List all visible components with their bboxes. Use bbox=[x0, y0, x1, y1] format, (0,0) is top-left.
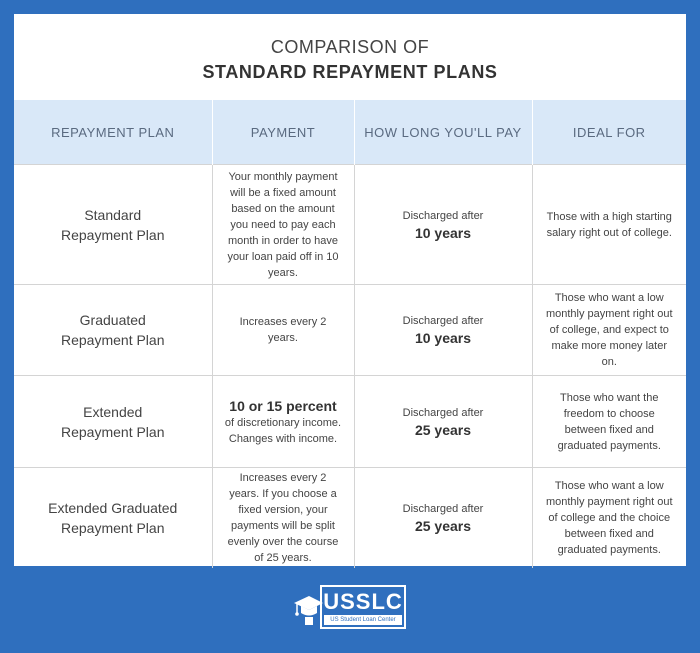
title-block bbox=[14, 14, 686, 100]
duration-label: Discharged after bbox=[402, 315, 484, 327]
duration-value: 10 years bbox=[414, 330, 472, 346]
logo-box bbox=[320, 585, 406, 629]
payment-cell bbox=[212, 468, 354, 569]
plan-name-cell bbox=[14, 376, 212, 468]
payment-cell bbox=[212, 165, 354, 285]
comparison-card bbox=[14, 14, 686, 566]
plan-name-line1: Extended Graduated bbox=[48, 500, 178, 516]
duration-cell bbox=[354, 376, 532, 468]
plan-name-line2: Repayment Plan bbox=[60, 520, 165, 536]
payment-text: of discretionary income. Changes with income. bbox=[224, 416, 342, 445]
duration-value: 25 years bbox=[414, 518, 472, 534]
column-header-payment: PAYMENT bbox=[212, 100, 354, 165]
payment-strong: 10 or 15 percent bbox=[229, 397, 337, 414]
table-row bbox=[14, 165, 686, 285]
duration-label: Discharged after bbox=[402, 503, 484, 515]
table-row bbox=[14, 285, 686, 376]
column-header-ideal-for: IDEAL FOR bbox=[532, 100, 686, 165]
ideal-for-cell: Those who want the freedom to choose between fixed and graduated payments. bbox=[532, 376, 686, 468]
duration-label: Discharged after bbox=[402, 406, 484, 419]
logo-text: USSLC bbox=[323, 589, 403, 614]
plan-name-line1: Standard bbox=[84, 206, 142, 223]
payment-text: Your monthly payment will be a fixed amount based on the amount you need to pay each month in order to have your loan paid off in 10 years. bbox=[227, 170, 339, 279]
payment-text: Increases every 2 years. bbox=[239, 316, 327, 344]
title-line-2: STANDARD REPAYMENT PLANS bbox=[202, 62, 498, 82]
plan-name-cell bbox=[14, 468, 212, 569]
table-row bbox=[14, 468, 686, 569]
duration-cell bbox=[354, 165, 532, 285]
ideal-for-cell: Those with a high starting salary right out of college. bbox=[532, 165, 686, 285]
duration-value: 10 years bbox=[414, 224, 472, 241]
plan-name-line1: Extended bbox=[83, 403, 143, 420]
table-header-row bbox=[14, 100, 686, 165]
plan-name-line1: Graduated bbox=[79, 312, 146, 328]
payment-cell bbox=[212, 285, 354, 376]
logo-subtitle: US Student Loan Center bbox=[324, 615, 402, 625]
ideal-for-cell: Those who want a low monthly payment right out of college and the choice between fixed and graduated payments. bbox=[532, 468, 686, 569]
plan-name-line2: Repayment Plan bbox=[60, 423, 165, 440]
plan-name-line2: Repayment Plan bbox=[60, 226, 165, 243]
usslc-logo bbox=[292, 585, 408, 631]
payment-text: Increases every 2 years. If you choose a fixed version, your payments will be split evenly over the course of 25 years. bbox=[227, 472, 339, 564]
ideal-for-cell: Those who want a low monthly payment right out of college, and expect to make more money later on. bbox=[532, 285, 686, 376]
column-header-plan: REPAYMENT PLAN bbox=[14, 100, 212, 165]
duration-cell bbox=[354, 285, 532, 376]
duration-value: 25 years bbox=[414, 421, 472, 438]
column-header-duration: HOW LONG YOU'LL PAY bbox=[354, 100, 532, 165]
plan-name-cell bbox=[14, 165, 212, 285]
title-line-1: COMPARISON OF bbox=[270, 37, 430, 57]
duration-label: Discharged after bbox=[402, 209, 484, 222]
plan-name-cell bbox=[14, 285, 212, 376]
table-row bbox=[14, 376, 686, 468]
comparison-table bbox=[14, 100, 686, 568]
payment-cell bbox=[212, 376, 354, 468]
duration-cell bbox=[354, 468, 532, 569]
plan-name-line2: Repayment Plan bbox=[60, 332, 165, 348]
